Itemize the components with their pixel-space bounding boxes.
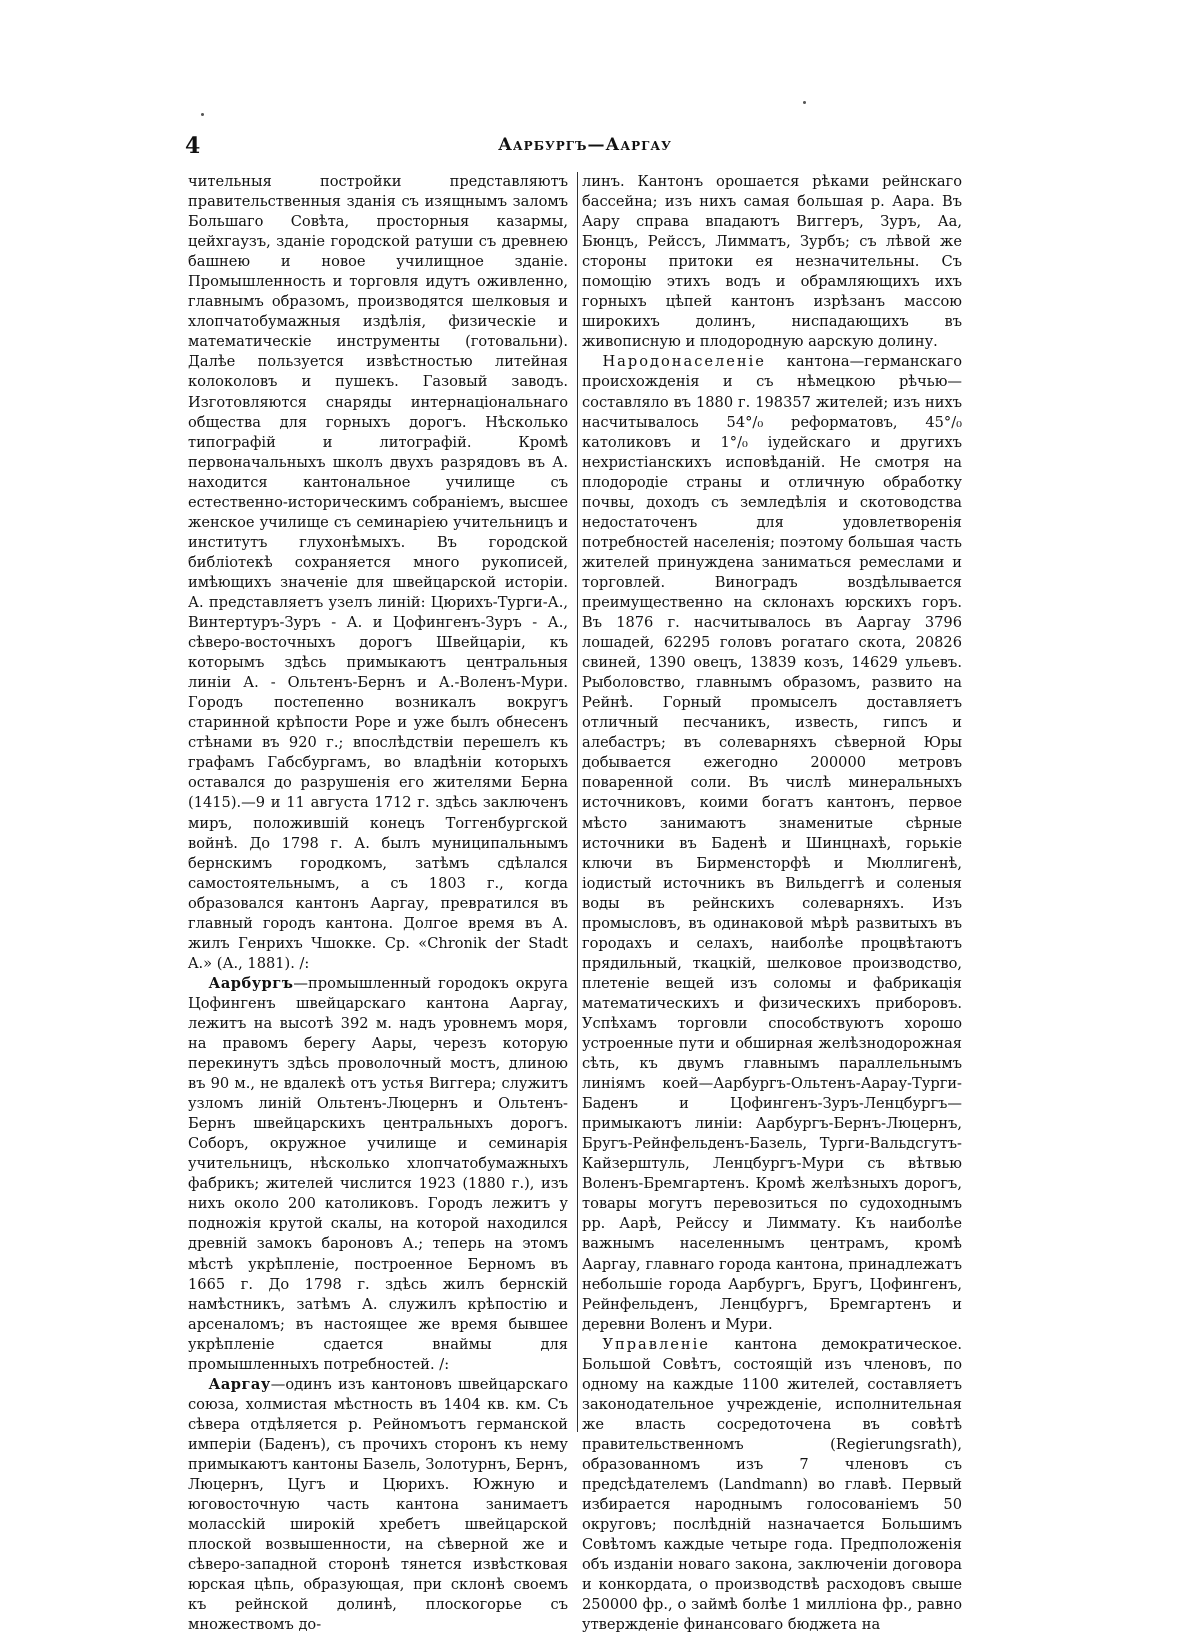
print-speck bbox=[803, 101, 806, 104]
paragraph-rivers: линъ. Кантонъ орошается рѣками рейнскаго бассейна; изъ нихъ самая большая р. Аара. Въ Аару справа впадаютъ Виггеръ, Зуръ, Аа, Бюнцъ, Рейссъ, Лимматъ, Зурбъ; съ лѣвой же стороны притоки ея незначительны. Съ помощію этихъ водъ и обрамляющихъ ихъ горныхъ цѣпей кантонъ изрѣзанъ массою широкихъ долинъ, ниспадающихъ въ живописную и плодородную аарскую долину. bbox=[582, 173, 962, 351]
column-divider bbox=[577, 172, 578, 1432]
running-title: Аарбургъ—Ааргау bbox=[498, 135, 672, 155]
entry-aargau-body: —одинъ изъ кантоновъ швейцарскаго союза, холмистая мѣстность въ 1404 кв. км. Съ сѣвера отдѣляется р. Рейномъотъ германской имперіи (Баденъ), съ прочихъ сторонъ къ нему примыкаютъ кантоны Базель, Золотурнъ, Бернъ, Люцернъ, Цугъ и Цюрихъ. Южную и юговосточную часть кантона занимаетъ молассkій широкій хребетъ швейцарской плоской возвышенности, на сѣверной же и сѣверо-западной сторонѣ тянется извѣстковая юрская цѣпь, образующая, при склонѣ своемъ къ рейнской долинѣ, плоскогорье съ множествомъ до- bbox=[188, 1375, 568, 1634]
left-column bbox=[188, 172, 568, 1635]
right-column bbox=[582, 172, 962, 1635]
entry-aargau bbox=[188, 1375, 568, 1635]
section-government-body: кантона демократическое. Большой Совѣтъ, состоящій изъ членовъ, по одному на каждые 1100 жителей, составляетъ законодательное учрежденіе, исполнительная же власть сосредоточена въ совѣтѣ правительственномъ (Regierungsrath), образованномъ изъ 7 членовъ съ предсѣдателемъ (Landmann) во главѣ. Первый избирается народнымъ голосованіемъ 50 округовъ; послѣдній назначается Большимъ Совѣтомъ каждые четыре года. Предположенія объ изданіи новаго закона, заключеніи договора и конкордата, о производствѣ расходовъ свыше 250000 фр., о займѣ болѣе 1 милліона фр., равно утвержденіе финансоваго бюджета на bbox=[582, 1335, 962, 1634]
headword-aargau: Ааргау bbox=[208, 1375, 271, 1393]
entry-aarburg bbox=[188, 974, 568, 1375]
headword-aarburg: Аарбургъ bbox=[208, 974, 294, 992]
section-population bbox=[582, 352, 962, 1334]
entry-aarburg-body: —промышленный городокъ округа Цофингенъ швейцарскаго кантона Ааргау, лежитъ на высотѣ 392 м. надъ уровнемъ моря, на правомъ берегу Аары, черезъ которую перекинутъ здѣсь проволочный мостъ, длиною въ 90 м., не вдалекѣ отъ устья Виггера; служитъ узломъ линій Ольтенъ-Люцернъ и Ольтенъ-Бернъ швейцарскихъ центральныхъ дорогъ. Соборъ, окружное училище и семинарія учительницъ, нѣсколько хлопчатобумажныхъ фабрикъ; жителей числится 1923 (1880 г.), изъ нихъ около 200 католиковъ. Городъ лежитъ у подножія крутой скалы, на которой находился древній замокъ бароновъ А.; теперь на этомъ мѣстѣ укрѣпленіе, построенное Берномъ въ 1665 г. До 1798 г. здѣсь жилъ бернскій намѣстникъ, затѣмъ А. служилъ крѣпостію и арсеналомъ; въ настоящее же время бывшее укрѣпленіе сдается внаймы для промышленныхъ потребностей. /: bbox=[188, 974, 568, 1373]
section-population-body: кантона—германскаго происхожденія и съ нѣмецкою рѣчью—составляло въ 1880 г. 198357 жителей; изъ нихъ насчитывалось 54°/₀ реформатовъ, 45°/₀ католиковъ и 1°/₀ іудейскаго и другихъ нехристіанскихъ исповѣданій. Не смотря на плодородіе страны и отличную обработку почвы, доходъ съ земледѣлія и скотоводства недостаточенъ для удовлетворенія потребностей населенія; поэтому большая часть жителей принуждена заниматься ремеслами и торговлей. Виноградъ воздѣлывается преимущественно на склонахъ юрскихъ горъ. Въ 1876 г. насчитывалось въ Ааргау 3796 лошадей, 62295 головъ рогатаго скота, 20826 свиней, 1390 овецъ, 13839 козъ, 14629 ульевъ. Рыболовство, главнымъ образомъ, развито на Рейнѣ. Горный промыселъ доставляетъ отличный песчаникъ, известь, гипсъ и алебастръ; въ солеварняхъ сѣверной Юры добывается ежегодно 200000 метровъ поваренной соли. Въ числѣ минеральныхъ источниковъ, коими богатъ кантонъ, первое мѣсто занимаютъ знаменитые сѣрные источники въ Баденѣ и Шинцнахѣ, горькіе ключи въ Бирменсторфѣ и Мюллигенѣ, іодистый источникъ въ Вильдеггѣ и соленыя воды въ рейнскихъ солеварняхъ. Изъ промысловъ, въ одинаковой мѣрѣ развитыхъ въ городахъ и селахъ, наиболѣе процвѣтаютъ прядильный, ткацкій, шелковое производство, плетеніе вещей изъ соломы и фабрикація математическихъ и физическихъ приборовъ. Успѣхамъ торговли способствуютъ хорошо устроенные пути и обширная желѣзнодорожная сѣть, къ двумъ главнымъ параллельнымъ линіямъ коей—Аарбургъ-Ольтенъ-Аарау-Турги-Баденъ и Цофингенъ-Зуръ-Ленцбургъ—примыкаютъ линіи: Аарбургъ-Бернъ-Люцернъ, Бругъ-Рейнфельденъ-Базель, Турги-Вальдсгутъ-Кайзерштуль, Ленцбургъ-Мури съ вѣтвью Воленъ-Бремгартенъ. Кромѣ желѣзныхъ дорогъ, товары могутъ перевозиться по судоходнымъ рр. Аарѣ, Рейссу и Лиммату. Къ наиболѣе важнымъ населеннымъ центрамъ, кромѣ Ааргау, главнаго города кантона, принадлежатъ небольшіе города Аарбургъ, Бругъ, Цофингенъ, Рейнфельденъ, Ленцбургъ, Бремгартенъ и деревни Воленъ и Мури. bbox=[582, 353, 962, 1333]
subheading-government: Управленіе bbox=[602, 1335, 710, 1353]
subheading-population: Народонаселеніе bbox=[602, 353, 766, 371]
print-speck bbox=[201, 113, 204, 116]
section-government bbox=[582, 1335, 962, 1635]
paragraph-city-description: чительныя постройки представляютъ правительственныя зданія съ изящнымъ заломъ Большаго Совѣта, просторныя казармы, цейхгаузъ, зданіе городской ратуши съ древнею башнею и новое училищное зданіе. Промышленность и торговля идутъ оживленно, главнымъ образомъ, производятся шелковыя и хлопчатобумажныя издѣлія, физическіе и математическіе инструменты (готовальни). Далѣе пользуется извѣстностью литейная колоколовъ и пушекъ. Газовый заводъ. Изготовляются снаряды интернаціональнаго общества для горныхъ дорогъ. Нѣсколько типографій и литографій. Кромѣ первоначальныхъ школъ двухъ разрядовъ въ А. находится кантональное училище съ естественно-историческимъ собраніемъ, высшее женское училище съ семинаріею учительницъ и институтъ глухонѣмыхъ. Въ городской библіотекѣ сохраняется много рукописей, имѣющихъ значеніе для швейцарской исторіи. А. представляетъ узелъ линій: Цюрихъ-Турги-А., Винтертуръ-Зуръ - А. и Цофингенъ-Зуръ - А., сѣверо-восточныхъ дорогъ Швейцаріи, къ которымъ здѣсь примыкаютъ центральныя линіи А. - Ольтенъ-Бернъ и А.-Воленъ-Мури. Городъ постепенно возникалъ вокругъ старинной крѣпости Pope и уже былъ обнесенъ стѣнами въ 920 г.; впослѣдствіи перешелъ къ графамъ Габсбургамъ, во владѣніи которыхъ оставался до разрушенія его жителями Берна (1415).—9 и 11 августа 1712 г. здѣсь заключенъ миръ, положившій конецъ Тоггенбургской войнѣ. До 1798 г. А. былъ муниципальнымъ бернскимъ городкомъ, затѣмъ сдѣлался самостоятельнымъ, а съ 1803 г., когда образовался кантонъ Ааргау, превратился въ главный городъ кантона. Долгое время въ А. жилъ Генрихъ Чшокке. Ср. «Chronik der Stadt A.» (А., 1881). /: bbox=[188, 173, 568, 972]
page-number: 4 bbox=[185, 133, 201, 159]
page-header bbox=[185, 133, 985, 163]
